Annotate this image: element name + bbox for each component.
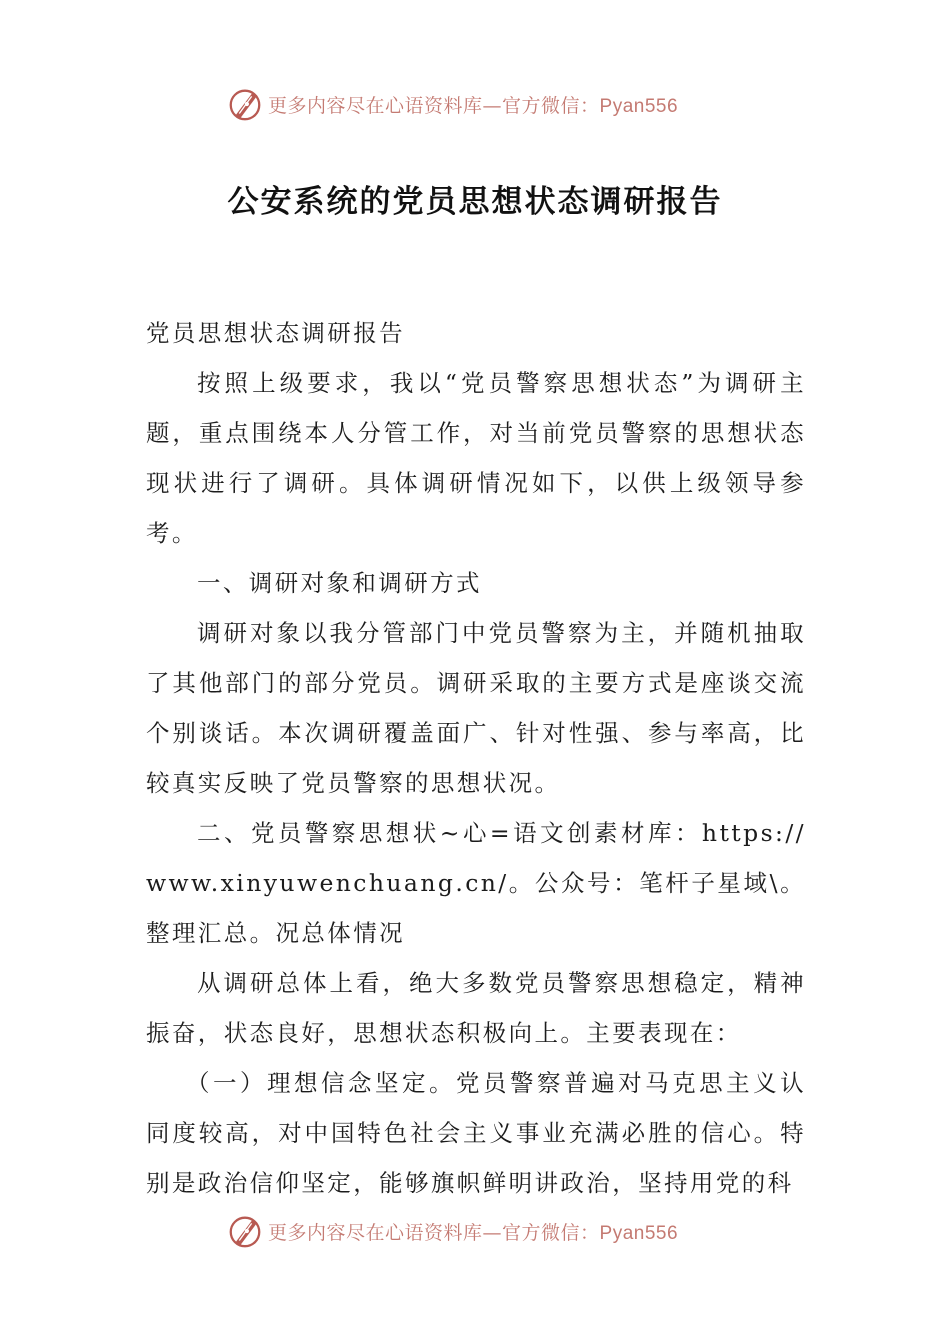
document-body xyxy=(146,308,806,1208)
section-heading: 一、调研对象和调研方式 xyxy=(197,569,482,597)
watermark-banner-top xyxy=(226,84,678,124)
pen-nib-circle-icon xyxy=(226,85,264,123)
watermark-slogan: 更多内容尽在心语资料库—官方微信：Pyan556 xyxy=(268,1221,679,1244)
section-heading: 二、党员警察思想状~心=语文创素材库：https://www.xinyuwenchuang.cn/。公众号：笔杆子星域\。整理汇总。况总体情况 xyxy=(146,819,806,947)
document-title: 公安系统的党员思想状态调研报告 xyxy=(227,184,723,220)
wechat-id: Pyan556 xyxy=(599,95,679,117)
paragraph-subtitle: 党员思想状态调研报告 xyxy=(146,319,405,347)
wechat-id: Pyan556 xyxy=(599,1222,679,1244)
watermark-slogan: 更多内容尽在心语资料库—官方微信：Pyan556 xyxy=(268,94,679,117)
paragraph: 调研对象以我分管部门中党员警察为主，并随机抽取了其他部门的部分党员。调研采取的主要方式是座谈交流个别谈话。本次调研覆盖面广、针对性强、参与率高，比较真实反映了党员警察的思想状况。 xyxy=(146,619,806,797)
paragraph: （一）理想信念坚定。党员警察普遍对马克思主义认同度较高，对中国特色社会主义事业充满必胜的信心。特别是政治信仰坚定，能够旗帜鲜明讲政治，坚持用党的科 xyxy=(146,1069,806,1197)
paragraph: 从调研总体上看，绝大多数党员警察思想稳定，精神振奋，状态良好，思想状态积极向上。主要表现在： xyxy=(146,969,806,1047)
paragraph: 按照上级要求，我以“党员警察思想状态”为调研主题，重点围绕本人分管工作，对当前党员警察的思想状态现状进行了调研。具体调研情况如下，以供上级领导参考。 xyxy=(146,369,806,547)
watermark-banner-bottom xyxy=(226,1211,678,1251)
pen-nib-circle-icon xyxy=(226,1212,264,1250)
